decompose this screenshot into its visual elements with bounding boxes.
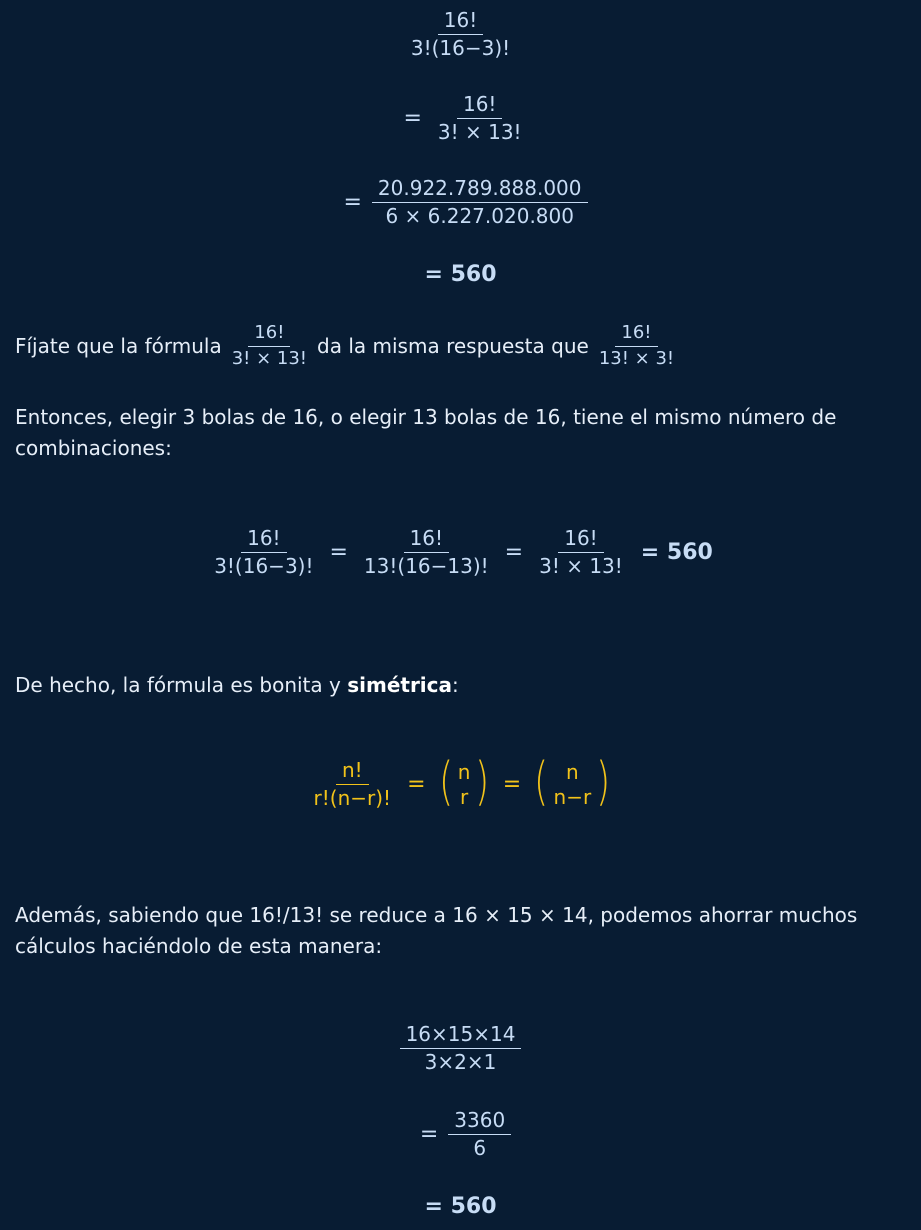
numerator: 16! [615,322,657,347]
equals-sign: = [502,772,522,797]
paragraph-shortcut: Además, sabiendo que 16!/13! se reduce a 16 × 15 × 14, podemos ahorrar muchos cálculos haciéndolo de esta manera: [15,903,858,958]
text-before: De hecho, la fórmula es bonita y [15,673,348,697]
equals-sign: = [419,1122,439,1147]
fraction-16-over-3-16-3 [405,8,516,61]
right-paren-icon: ) [475,751,490,812]
result-560: = 560 [424,262,497,287]
bottom-step-1 [0,1022,921,1075]
bottom-step-2 [0,1108,921,1161]
left-paren-icon: ( [438,751,453,812]
fraction-simplified [533,526,629,579]
denominator: 3!(16−3)! [410,36,511,60]
fraction-3-choose [208,526,319,579]
step-3 [0,176,921,229]
denominator: 6 × 6.227.020.800 [385,204,574,228]
numerator: 16! [404,526,449,553]
fraction-13-choose [358,526,495,579]
fraction-n-over-r [308,758,398,811]
binomial-n-n-minus-r [531,751,613,812]
denominator: 3! × 13! [437,120,522,144]
fraction-3360-over-6 [448,1108,511,1161]
binom-top: n [566,759,579,784]
numerator: 16! [558,526,603,553]
numerator: 20.922.789.888.000 [372,176,588,203]
numerator: 16×15×14 [400,1022,522,1049]
equals-sign: = [329,540,348,565]
equals-sign: = [403,106,422,131]
binom-bottom: n−r [553,784,592,809]
paragraph-symmetric [15,670,905,701]
numerator: 16! [457,92,502,119]
binom-bottom: r [460,784,469,809]
equation-chain [0,526,921,579]
denominator: r!(n−r)! [313,786,392,810]
paragraph-combinations: Entonces, elegir 3 bolas de 16, o elegir 13 bolas de 16, tiene el mismo número de combinaciones: [15,405,837,460]
numerator: n! [336,758,369,785]
fraction-16-over-3x13 [432,92,528,145]
text-middle: da la misma respuesta que [317,333,589,358]
paragraph-formula-note [15,322,905,370]
step-1 [0,8,921,61]
denominator: 3! × 13! [231,347,308,369]
right-paren-icon: ) [596,751,611,812]
fraction-16x15x14-over-3x2x1 [400,1022,522,1075]
step-result [0,262,921,287]
inline-fraction-b [593,322,680,370]
step-2 [0,92,921,145]
denominator: 6 [473,1136,487,1160]
denominator: 3×2×1 [424,1050,497,1074]
text-before: Fíjate que la fórmula [15,333,222,358]
result-560: = 560 [640,540,713,565]
inline-fraction-a [226,322,313,370]
equals-sign: = [343,190,362,215]
bottom-result [0,1194,921,1219]
text-after: : [452,673,459,697]
denominator: 13!(16−13)! [363,554,489,578]
result-560: = 560 [424,1194,497,1219]
equals-sign: = [504,540,524,565]
equals-sign: = [407,772,426,797]
left-paren-icon: ( [534,751,549,812]
denominator: 3!(16−3)! [214,554,314,578]
numerator: 16! [241,526,286,553]
symmetric-formula [0,751,921,812]
bold-symmetric: simétrica [347,673,453,697]
fraction-expanded [372,176,588,229]
numerator: 3360 [448,1108,511,1135]
numerator: 16! [438,8,483,35]
binomial-n-r [436,751,493,812]
binom-top: n [457,759,471,784]
numerator: 16! [248,322,290,347]
denominator: 13! × 3! [598,347,675,369]
denominator: 3! × 13! [539,554,623,578]
